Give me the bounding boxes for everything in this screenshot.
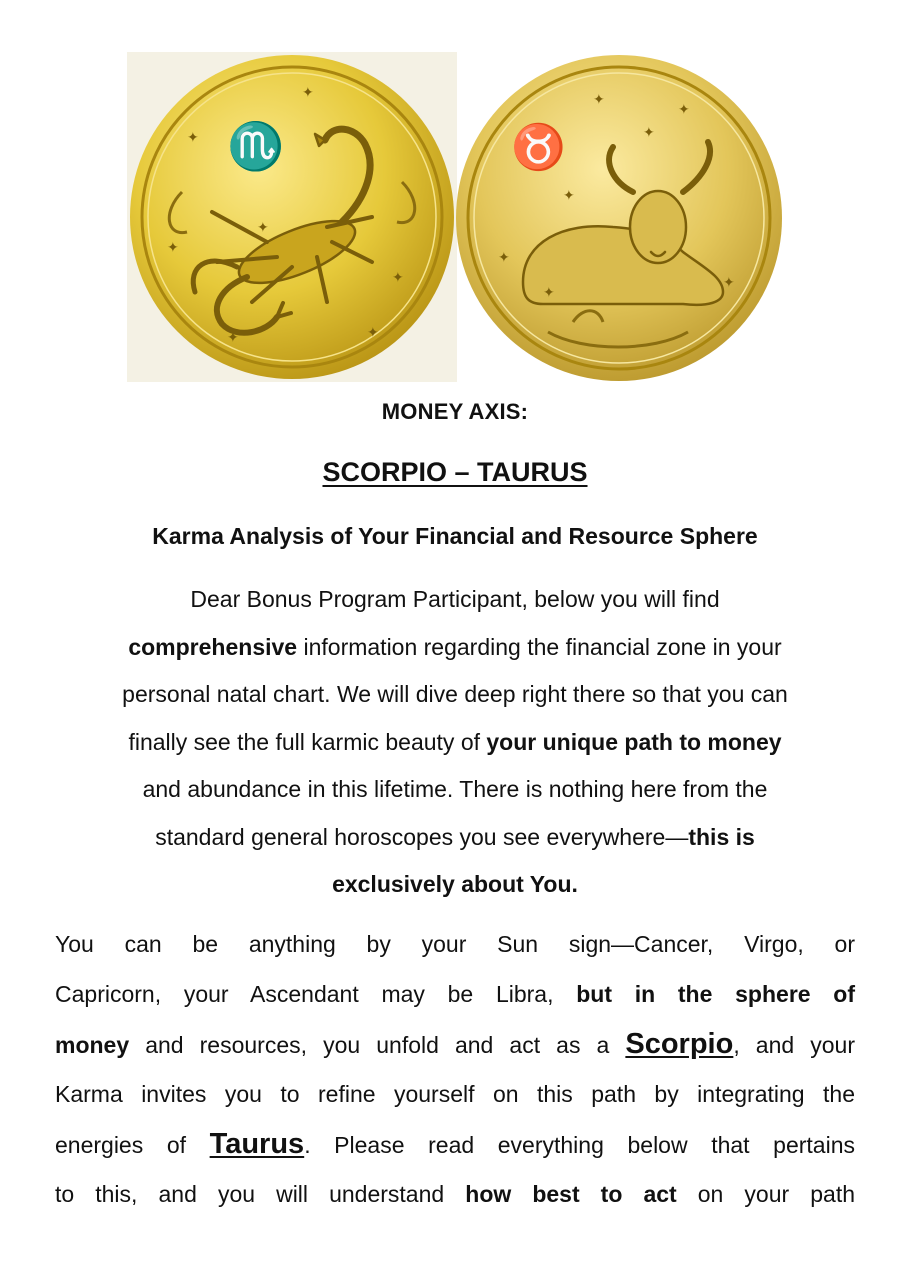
intro-line <box>40 624 870 672</box>
body-line <box>55 1119 855 1169</box>
scorpio-coin-icon <box>127 52 457 382</box>
intro-text: personal natal chart. We will dive deep right there so that you can <box>122 681 788 707</box>
money-axis-heading: MONEY AXIS: <box>381 399 529 424</box>
body-line <box>55 1019 855 1069</box>
intro-text: standard general horoscopes you see everywhere— <box>155 823 689 850</box>
svg-text:✦: ✦ <box>723 275 735 291</box>
body-text: on your path <box>676 1181 855 1207</box>
svg-text:✦: ✦ <box>302 85 314 101</box>
body-text: Capricorn, your Ascendant may be Libra, <box>55 981 577 1007</box>
body-bold-text: how best to act <box>465 1181 677 1207</box>
body-bold-text: money <box>55 1032 130 1058</box>
body-line: You can be anything by your Sun sign—Cancer, Virgo, or <box>55 931 855 957</box>
svg-text:✦: ✦ <box>367 325 379 341</box>
intro-line <box>40 576 870 624</box>
body-text: and resources, you unfold and act as a <box>129 1032 626 1058</box>
svg-text:✦: ✦ <box>257 220 269 236</box>
svg-text:✦: ✦ <box>392 270 404 286</box>
intro-line <box>40 814 870 862</box>
svg-text:♉: ♉ <box>511 122 566 173</box>
taurus-sign-text: Taurus <box>209 1128 305 1160</box>
svg-text:✦: ✦ <box>563 188 575 204</box>
svg-text:✦: ✦ <box>498 250 510 266</box>
body-text: , and your <box>733 1032 855 1058</box>
intro-bold-text: exclusively about You. <box>332 871 578 897</box>
svg-text:♏: ♏ <box>227 119 285 173</box>
intro-bold-text: your unique path to money <box>486 728 782 755</box>
signs-heading: SCORPIO – TAURUS <box>322 457 588 487</box>
intro-line <box>40 719 870 767</box>
intro-text: finally see the full karmic beauty of <box>128 728 487 755</box>
body-line <box>55 1169 855 1219</box>
svg-text:✦: ✦ <box>678 102 690 118</box>
svg-text:✦: ✦ <box>227 330 239 346</box>
body-paragraph <box>55 919 855 1219</box>
body-text: energies of <box>55 1132 210 1158</box>
subtitle: Karma Analysis of Your Financial and Resource Sphere <box>152 523 758 549</box>
intro-line <box>40 861 870 909</box>
taurus-coin-icon <box>453 52 783 384</box>
intro-line <box>40 766 870 814</box>
body-line <box>55 969 855 1019</box>
scorpio-sign-text: Scorpio <box>625 1028 734 1060</box>
body-bold-text: but in the sphere of <box>576 981 855 1007</box>
body-text: . Please read everything below that pertains <box>304 1132 855 1158</box>
svg-text:✦: ✦ <box>167 240 179 256</box>
intro-paragraph <box>40 576 870 909</box>
svg-text:✦: ✦ <box>543 285 555 301</box>
intro-bold-text: this is <box>688 823 755 850</box>
intro-bold-text: comprehensive <box>128 633 298 660</box>
intro-line <box>40 671 870 719</box>
svg-text:✦: ✦ <box>187 130 199 146</box>
intro-text: and abundance in this lifetime. There is nothing here from the <box>142 776 768 802</box>
zodiac-coins-illustration <box>127 52 783 384</box>
intro-text: Dear Bonus Program Participant, below you will find <box>190 586 720 612</box>
svg-text:✦: ✦ <box>593 92 605 108</box>
svg-text:✦: ✦ <box>643 125 655 141</box>
body-line: Karma invites you to refine yourself on this path by integrating the <box>55 1081 855 1107</box>
intro-text: information regarding the financial zone in your <box>297 633 782 660</box>
body-text: to this, and you will understand <box>55 1181 466 1207</box>
